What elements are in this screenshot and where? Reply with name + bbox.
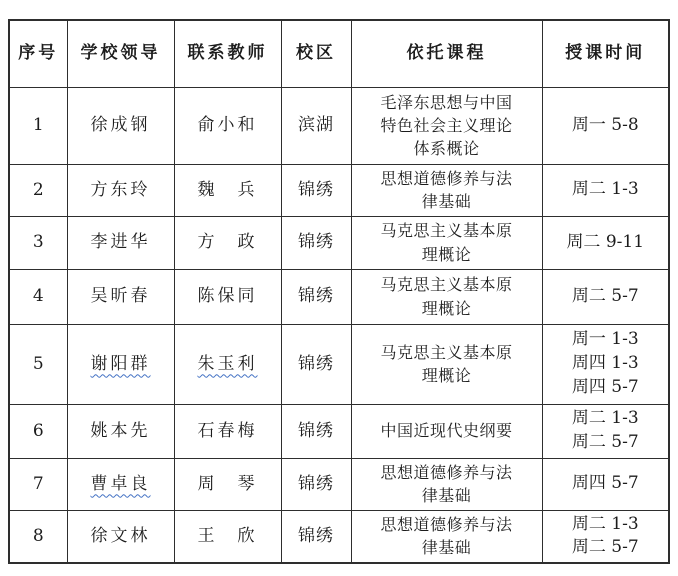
course-schedule-table bbox=[8, 19, 670, 564]
cell-campus: 锦绣 bbox=[281, 216, 351, 269]
cell-row-number: 8 bbox=[9, 510, 67, 563]
cell-course: 思想道德修养与法 律基础 bbox=[351, 510, 542, 563]
table-row bbox=[9, 269, 669, 324]
cell-leader-name bbox=[67, 216, 174, 269]
teacher-name: 朱玉利 bbox=[197, 353, 258, 374]
time-lines: 周四 5-7 bbox=[571, 473, 639, 494]
cell-campus: 锦绣 bbox=[281, 510, 351, 563]
teacher-name: 周 琴 bbox=[197, 473, 258, 494]
cell-teacher-name bbox=[174, 324, 281, 404]
time-lines: 周一 5-8 bbox=[571, 114, 639, 135]
table-row bbox=[9, 510, 669, 563]
time-lines: 周二 1-3 周二 5-7 bbox=[571, 513, 639, 558]
cell-campus: 锦绣 bbox=[281, 269, 351, 324]
cell-teacher-name bbox=[174, 216, 281, 269]
cell-leader-name bbox=[67, 458, 174, 510]
cell-time bbox=[542, 510, 669, 563]
teacher-name: 俞小和 bbox=[197, 115, 258, 136]
cell-leader-name bbox=[67, 404, 174, 458]
cell-course: 毛泽东思想与中国 特色社会主义理论 体系概论 bbox=[351, 87, 542, 164]
cell-campus: 锦绣 bbox=[281, 404, 351, 458]
cell-time bbox=[542, 269, 669, 324]
leader-name: 吴昕春 bbox=[90, 286, 151, 307]
cell-leader-name bbox=[67, 510, 174, 563]
time-lines: 周二 1-3 周二 5-7 bbox=[571, 408, 639, 452]
column-header-time: 授课时间 bbox=[542, 20, 669, 87]
column-header-no: 序号 bbox=[9, 20, 67, 87]
table-row bbox=[9, 324, 669, 404]
leader-name: 姚本先 bbox=[90, 420, 151, 441]
leader-name: 曹卓良 bbox=[90, 473, 151, 494]
column-header-campus: 校区 bbox=[281, 20, 351, 87]
cell-campus: 滨湖 bbox=[281, 87, 351, 164]
cell-teacher-name bbox=[174, 510, 281, 563]
cell-leader-name bbox=[67, 87, 174, 164]
cell-leader-name bbox=[67, 164, 174, 216]
leader-name: 谢阳群 bbox=[90, 353, 151, 374]
cell-teacher-name bbox=[174, 164, 281, 216]
cell-row-number: 1 bbox=[9, 87, 67, 164]
cell-row-number: 7 bbox=[9, 458, 67, 510]
cell-time bbox=[542, 164, 669, 216]
table-row bbox=[9, 87, 669, 164]
cell-course: 马克思主义基本原 理概论 bbox=[351, 324, 542, 404]
cell-campus: 锦绣 bbox=[281, 458, 351, 510]
column-header-leader: 学校领导 bbox=[67, 20, 174, 87]
teacher-name: 方 政 bbox=[197, 232, 258, 253]
teacher-name: 王 欣 bbox=[197, 525, 258, 546]
cell-row-number: 3 bbox=[9, 216, 67, 269]
table-row bbox=[9, 216, 669, 269]
cell-row-number: 2 bbox=[9, 164, 67, 216]
cell-leader-name bbox=[67, 324, 174, 404]
teacher-name: 石春梅 bbox=[197, 420, 258, 441]
column-header-teacher: 联系教师 bbox=[174, 20, 281, 87]
cell-teacher-name bbox=[174, 458, 281, 510]
cell-teacher-name bbox=[174, 404, 281, 458]
cell-course: 思想道德修养与法 律基础 bbox=[351, 458, 542, 510]
leader-name: 徐成钢 bbox=[90, 115, 151, 136]
leader-name: 徐文林 bbox=[90, 525, 151, 546]
cell-time bbox=[542, 216, 669, 269]
time-lines: 周二 5-7 bbox=[571, 285, 639, 306]
teacher-name: 陈保同 bbox=[197, 286, 258, 307]
cell-campus: 锦绣 bbox=[281, 324, 351, 404]
cell-row-number: 5 bbox=[9, 324, 67, 404]
cell-time bbox=[542, 458, 669, 510]
leader-name: 李进华 bbox=[90, 232, 151, 253]
cell-teacher-name bbox=[174, 269, 281, 324]
cell-row-number: 4 bbox=[9, 269, 67, 324]
cell-time bbox=[542, 87, 669, 164]
time-lines: 周二 1-3 bbox=[571, 179, 639, 200]
cell-course: 中国近现代史纲要 bbox=[351, 404, 542, 458]
time-lines: 周二 9-11 bbox=[566, 231, 645, 252]
cell-row-number: 6 bbox=[9, 404, 67, 458]
teacher-name: 魏 兵 bbox=[197, 179, 258, 200]
cell-course: 思想道德修养与法 律基础 bbox=[351, 164, 542, 216]
cell-campus: 锦绣 bbox=[281, 164, 351, 216]
table-row bbox=[9, 164, 669, 216]
table-row bbox=[9, 404, 669, 458]
cell-teacher-name bbox=[174, 87, 281, 164]
cell-leader-name bbox=[67, 269, 174, 324]
time-lines: 周一 1-3 周四 1-3 周四 5-7 bbox=[571, 329, 639, 397]
cell-time bbox=[542, 404, 669, 458]
cell-course: 马克思主义基本原 理概论 bbox=[351, 269, 542, 324]
column-header-course: 依托课程 bbox=[351, 20, 542, 87]
leader-name: 方东玲 bbox=[90, 179, 151, 200]
cell-time bbox=[542, 324, 669, 404]
cell-course: 马克思主义基本原 理概论 bbox=[351, 216, 542, 269]
header-row bbox=[9, 20, 669, 87]
table-row bbox=[9, 458, 669, 510]
